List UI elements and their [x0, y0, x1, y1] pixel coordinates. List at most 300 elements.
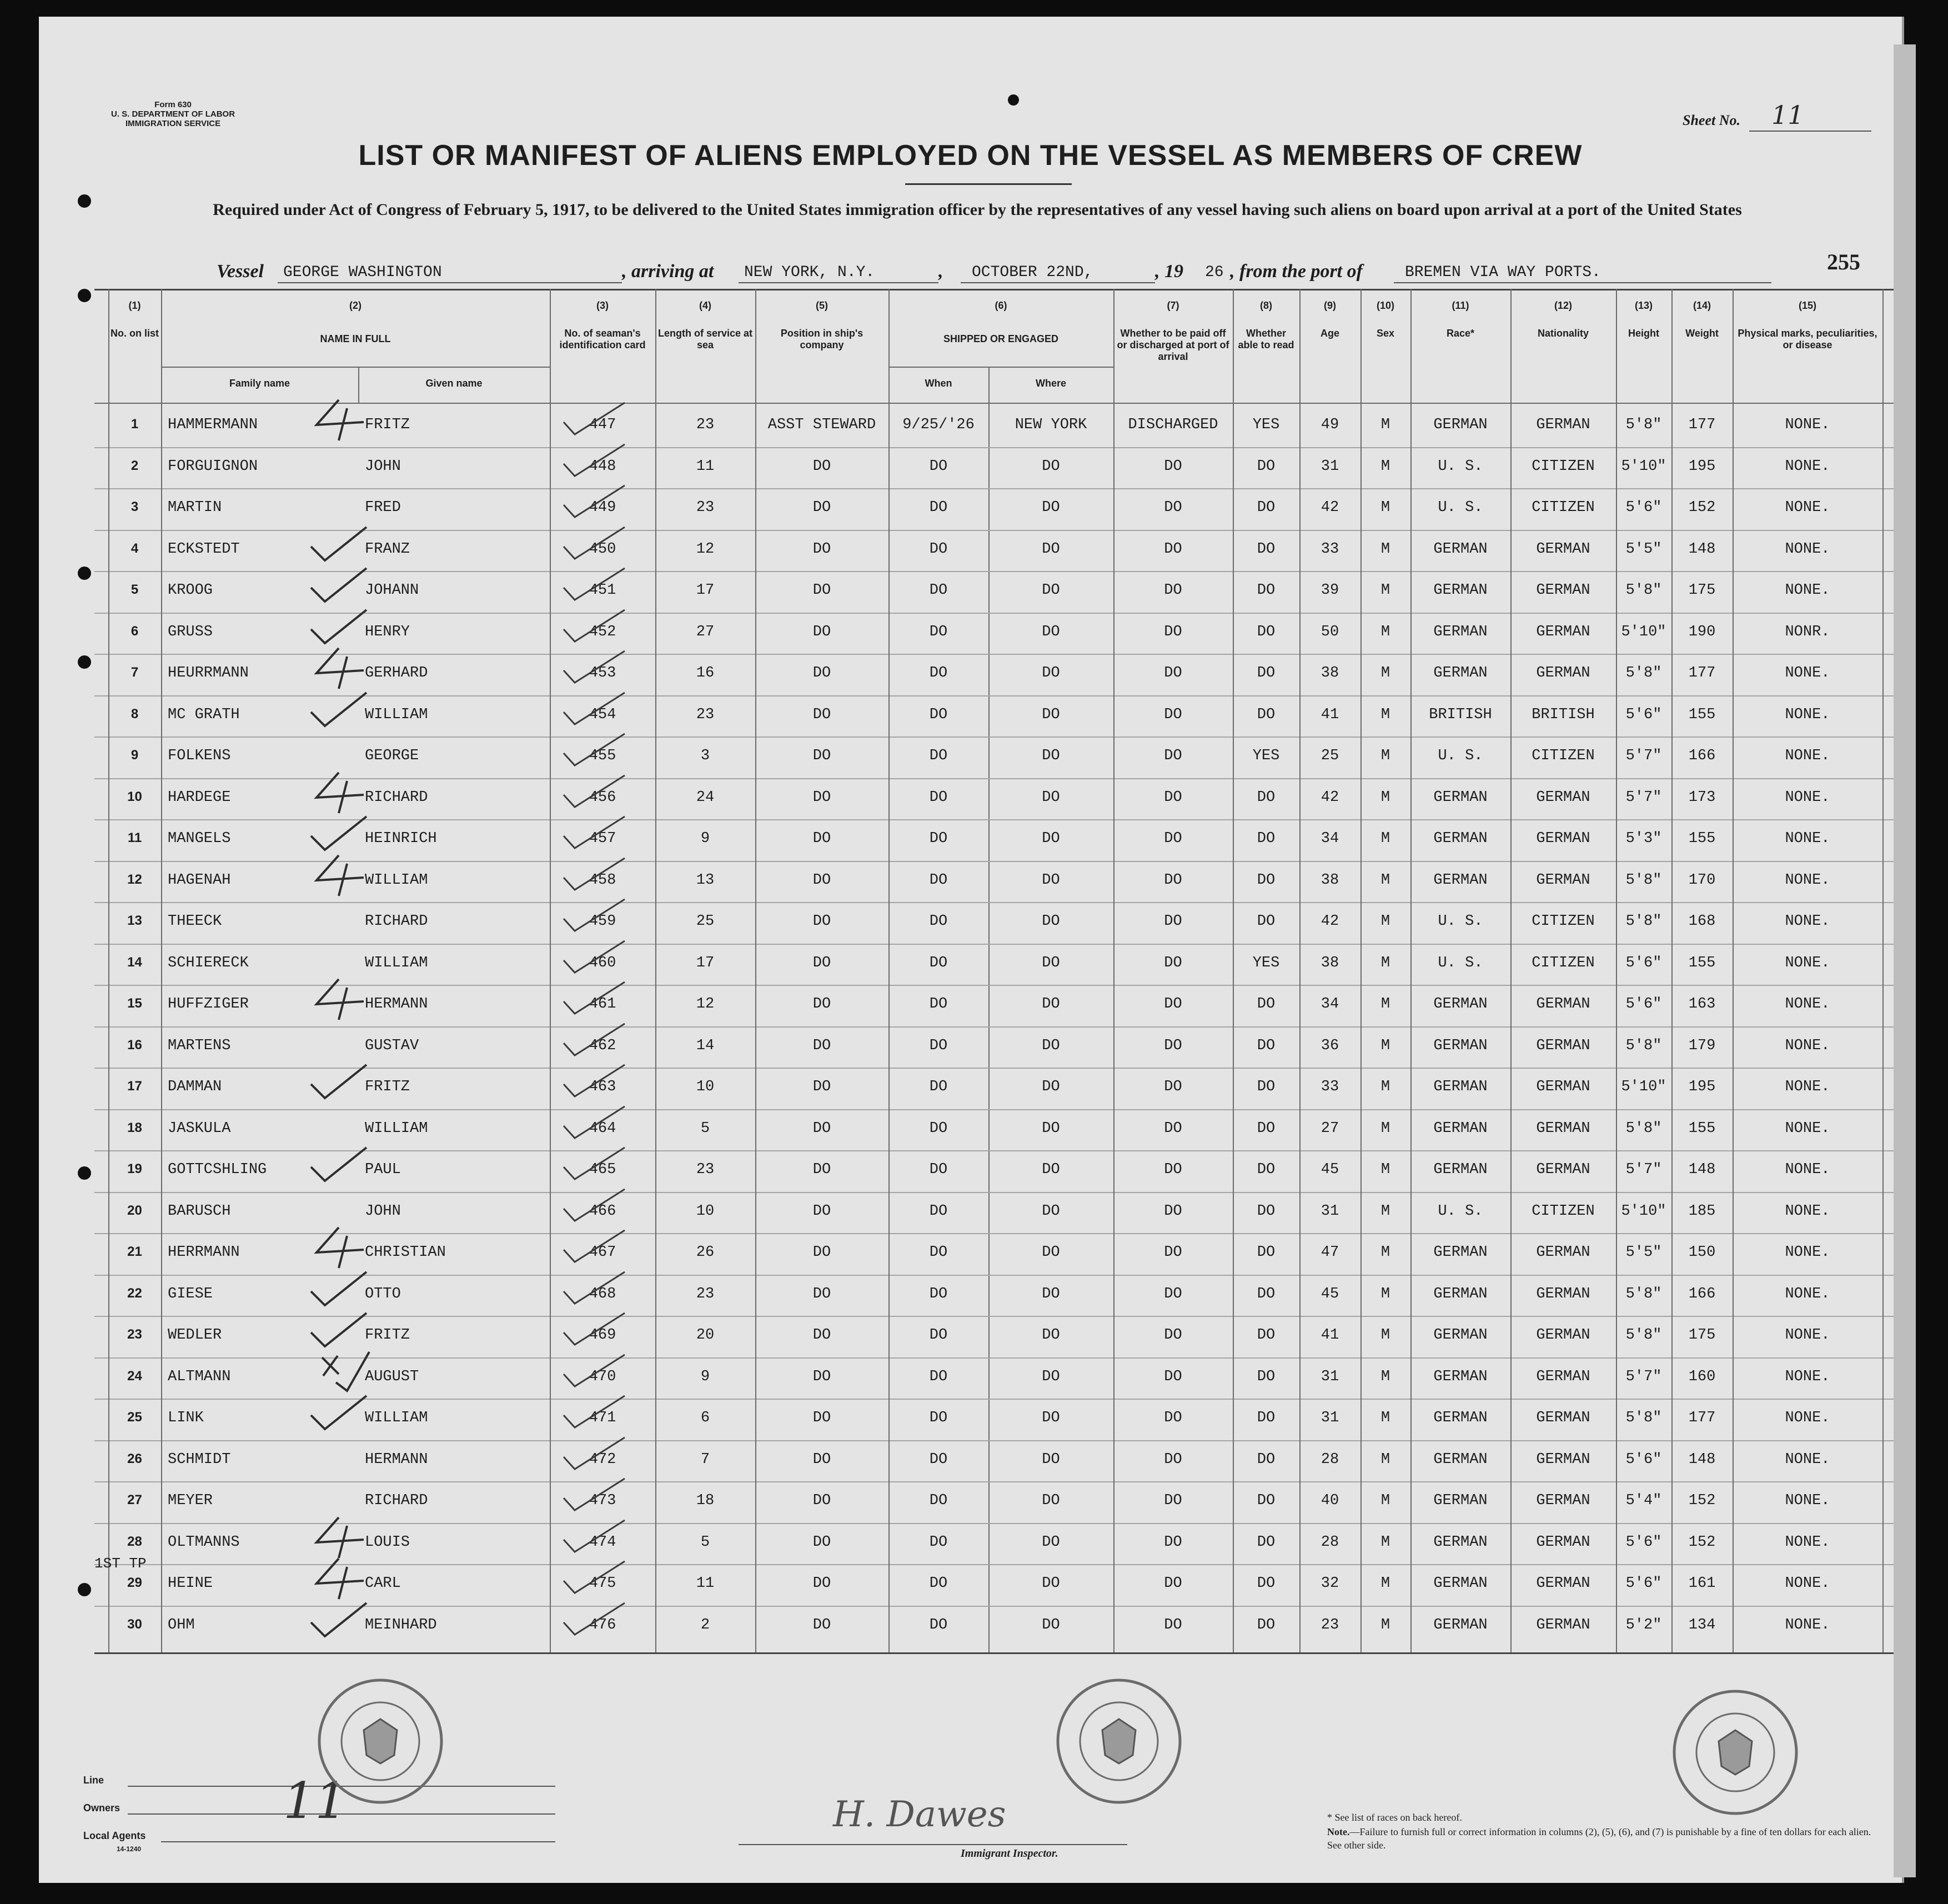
col-number-c2: (2) — [349, 300, 362, 311]
cell-nationality: GERMAN — [1536, 540, 1590, 558]
consulate-seal-2 — [1050, 1672, 1188, 1811]
cell-height: 5'7" — [1625, 748, 1662, 764]
cell-service: 27 — [696, 623, 715, 640]
cell-weight: 152 — [1688, 499, 1716, 516]
cell-age: 42 — [1321, 499, 1339, 516]
cell-sex: M — [1380, 913, 1390, 930]
cell-service: 24 — [696, 789, 715, 806]
cell-race: GERMAN — [1433, 1575, 1488, 1592]
cell-sex: M — [1380, 1451, 1390, 1468]
cell-no: 5 — [130, 582, 139, 597]
stamped-page-number: 255 — [1827, 249, 1860, 274]
cell-weight: 148 — [1688, 1451, 1716, 1468]
cell-given: HENRY — [365, 623, 410, 640]
inspector-rule — [739, 1844, 1127, 1845]
from-port-label: , from the port of — [1230, 261, 1363, 282]
cell-race: GERMAN — [1433, 1534, 1488, 1551]
cell-no: 16 — [127, 1037, 142, 1053]
cell-family: HEINE — [168, 1575, 213, 1592]
col-number-c10: (10) — [1376, 300, 1394, 311]
cell-position: DO — [812, 1161, 831, 1178]
cell-age: 42 — [1321, 789, 1339, 806]
cell-sex: M — [1380, 871, 1390, 889]
cell-given: WILLIAM — [365, 1120, 428, 1137]
cell-paid: DO — [1164, 665, 1182, 682]
cell-no: 4 — [130, 540, 139, 556]
cell-when: DO — [929, 996, 948, 1013]
check-mark-icon — [561, 607, 627, 649]
check-mark-icon — [561, 400, 627, 442]
cell-sex: M — [1380, 665, 1390, 682]
col-header-c12: Nationality — [1537, 328, 1589, 339]
cell-height: 5'8" — [1625, 665, 1662, 682]
cell-position: DO — [812, 1368, 831, 1385]
row-rule — [94, 944, 1905, 945]
cell-when: DO — [929, 1244, 948, 1261]
check-mark-icon — [561, 773, 627, 814]
handwritten-check-icon — [305, 522, 372, 569]
row-rule — [94, 1109, 1905, 1110]
page-subtitle: Required under Act of Congress of February 5, 1917, to be delivered to the United States immigration officer by the representatives of any vessel having such aliens on board upon arrival at a port of the United States — [213, 201, 1742, 219]
cell-service: 10 — [696, 1079, 715, 1095]
cell-card: 474 — [589, 1534, 616, 1551]
cell-no: 26 — [127, 1451, 142, 1466]
cell-read: DO — [1257, 1492, 1276, 1509]
cell-read: DO — [1257, 623, 1276, 640]
cell-given: OTTO — [365, 1285, 401, 1302]
cell-where: DO — [1042, 1368, 1060, 1385]
col-number-c13: (13) — [1634, 300, 1653, 311]
cell-when: DO — [929, 706, 948, 723]
check-mark-icon — [561, 1600, 627, 1642]
cell-marks: NONE. — [1785, 1120, 1830, 1137]
cell-sex: M — [1380, 1202, 1390, 1220]
cell-age: 49 — [1321, 417, 1339, 433]
inspector-label: Immigrant Inspector. — [961, 1847, 1058, 1860]
cell-service: 13 — [696, 871, 715, 889]
cell-read: DO — [1257, 996, 1276, 1013]
cell-read: DO — [1257, 830, 1276, 847]
year-label: , 19 — [1155, 261, 1183, 282]
cell-nationality: GERMAN — [1536, 1285, 1590, 1302]
cell-given: CHRISTIAN — [365, 1244, 446, 1261]
cell-paid: DO — [1164, 458, 1182, 475]
check-mark-icon — [561, 1559, 627, 1600]
cell-family: HAMMERMANN — [168, 417, 258, 433]
cell-where: DO — [1042, 1079, 1060, 1095]
cell-family: MARTENS — [168, 1037, 231, 1054]
cell-marks: NONE. — [1785, 1410, 1830, 1426]
cell-sex: M — [1380, 1244, 1390, 1261]
cell-paid: DO — [1164, 1368, 1182, 1385]
cell-family: HAGENAH — [168, 871, 231, 889]
cell-given: HERMANN — [365, 996, 428, 1013]
cell-weight: 161 — [1688, 1575, 1716, 1592]
cell-paid: DO — [1164, 1451, 1182, 1468]
cell-marks: NONE. — [1785, 665, 1830, 682]
note-text: —Failure to furnish full or correct information in columns (2), (5), (6), and (7) is punishable by a fine of ten dollars for each alien. See other side. — [1327, 1826, 1871, 1851]
cell-race: GERMAN — [1433, 996, 1488, 1013]
cell-race: BRITISH — [1429, 706, 1492, 723]
cell-no: 17 — [127, 1079, 142, 1094]
cell-nationality: CITIZEN — [1532, 954, 1595, 971]
col-number-c6: (6) — [995, 300, 1007, 311]
cell-height: 5'6" — [1625, 1534, 1662, 1551]
cell-service: 10 — [696, 1202, 715, 1220]
cell-when: DO — [929, 582, 948, 599]
note-label: Note. — [1327, 1826, 1350, 1837]
cell-position: DO — [812, 954, 831, 971]
cell-paid: DO — [1164, 789, 1182, 806]
cell-card: 476 — [589, 1616, 616, 1634]
cell-read: YES — [1252, 417, 1280, 433]
cell-sex: M — [1380, 540, 1390, 558]
handwritten-check-icon — [305, 687, 372, 734]
form-code: 14-1240 — [117, 1845, 142, 1853]
cell-height: 5'8" — [1625, 1410, 1662, 1426]
cell-paid: DO — [1164, 871, 1182, 889]
cell-given: CARL — [365, 1575, 401, 1592]
cell-age: 25 — [1321, 748, 1339, 764]
cell-when: DO — [929, 748, 948, 764]
cell-height: 5'10" — [1621, 1202, 1666, 1220]
cell-weight: 155 — [1688, 1120, 1716, 1137]
cell-where: DO — [1042, 1575, 1060, 1592]
cell-age: 31 — [1321, 458, 1339, 475]
cell-when: DO — [929, 913, 948, 930]
margin-note: 1ST TP — [94, 1555, 147, 1572]
cell-position: DO — [812, 1285, 831, 1302]
cell-family: WEDLER — [168, 1327, 222, 1344]
cell-age: 27 — [1321, 1120, 1339, 1137]
row-rule — [94, 488, 1905, 489]
handwritten-four-icon — [305, 645, 372, 693]
cell-card: 449 — [589, 499, 616, 516]
cell-paid: DO — [1164, 499, 1182, 516]
cell-marks: NONE. — [1785, 1285, 1830, 1302]
row-rule — [94, 1440, 1905, 1441]
cell-age: 33 — [1321, 1079, 1339, 1095]
cell-card: 452 — [589, 623, 616, 640]
cell-height: 5'3" — [1625, 830, 1662, 847]
cell-family: BARUSCH — [168, 1202, 231, 1220]
col-number-c15: (15) — [1798, 300, 1816, 311]
cell-when: DO — [929, 1575, 948, 1592]
cell-marks: NONE. — [1785, 1368, 1830, 1385]
cell-sex: M — [1380, 1161, 1390, 1178]
col-number-c3: (3) — [596, 300, 609, 311]
cell-no: 11 — [127, 830, 142, 845]
cell-given: WILLIAM — [365, 954, 428, 971]
cell-nationality: GERMAN — [1536, 830, 1590, 847]
col-header-c1: No. on list — [111, 328, 159, 339]
col-header-c9: Age — [1320, 328, 1339, 339]
cell-paid: DO — [1164, 913, 1182, 930]
cell-no: 14 — [127, 954, 142, 970]
col-header-c10: Sex — [1376, 328, 1395, 339]
col-number-c9: (9) — [1324, 300, 1336, 311]
handwritten-four-icon — [305, 853, 372, 900]
cell-nationality: GERMAN — [1536, 1244, 1590, 1261]
cell-marks: NONE. — [1785, 1327, 1830, 1344]
cell-no: 28 — [127, 1534, 142, 1549]
check-mark-icon — [561, 1393, 627, 1435]
cell-paid: DO — [1164, 582, 1182, 599]
col-header-c8: Whether able to read — [1238, 328, 1294, 350]
cell-when: DO — [929, 1327, 948, 1344]
cell-when: DO — [929, 1202, 948, 1220]
consulate-seal-1 — [311, 1672, 450, 1811]
handwritten-check-icon — [305, 1266, 372, 1314]
cell-when: DO — [929, 1534, 948, 1551]
cell-age: 39 — [1321, 582, 1339, 599]
handwritten-four-icon — [305, 1225, 372, 1272]
cell-weight: 163 — [1688, 996, 1716, 1013]
col-header-c14: Weight — [1685, 328, 1719, 339]
cell-when: DO — [929, 1037, 948, 1054]
cell-race: GERMAN — [1433, 582, 1488, 599]
cell-marks: NONE. — [1785, 499, 1830, 516]
col-header-where: Where — [1035, 378, 1066, 389]
cell-service: 3 — [700, 748, 710, 764]
cell-no: 1 — [130, 417, 139, 432]
cell-where: DO — [1042, 706, 1060, 723]
sheet-number-label: Sheet No. — [1683, 112, 1740, 128]
cell-position: DO — [812, 1327, 831, 1344]
column-rule — [161, 289, 162, 1652]
cell-height: 5'6" — [1625, 954, 1662, 971]
cell-age: 42 — [1321, 913, 1339, 930]
form-department: U. S. DEPARTMENT OF LABOR — [111, 109, 235, 119]
cell-race: GERMAN — [1433, 1368, 1488, 1385]
cell-when: DO — [929, 458, 948, 475]
cell-read: DO — [1257, 871, 1276, 889]
cell-no: 21 — [127, 1244, 142, 1259]
cell-race: U. S. — [1438, 1202, 1483, 1220]
cell-where: DO — [1042, 1451, 1060, 1468]
cell-marks: NONE. — [1785, 706, 1830, 723]
cell-family: SCHIERECK — [168, 954, 249, 971]
cell-race: GERMAN — [1433, 1410, 1488, 1426]
column-rule — [108, 289, 109, 1652]
cell-race: GERMAN — [1433, 1079, 1488, 1095]
cell-no: 24 — [127, 1368, 142, 1384]
handwritten-sheet-mark: 11 — [283, 1772, 347, 1830]
cell-weight: 195 — [1688, 458, 1716, 475]
comma: , — [938, 261, 943, 282]
cell-race: U. S. — [1438, 913, 1483, 930]
cell-family: JASKULA — [168, 1120, 231, 1137]
handwritten-check-icon — [305, 604, 372, 652]
cell-when: DO — [929, 1079, 948, 1095]
cell-weight: 134 — [1688, 1616, 1716, 1634]
row-rule — [94, 902, 1905, 903]
cell-service: 5 — [700, 1534, 710, 1551]
cell-service: 9 — [700, 1368, 710, 1385]
date-rule — [961, 282, 1155, 283]
cell-age: 41 — [1321, 1327, 1339, 1344]
cell-no: 30 — [127, 1616, 142, 1632]
cell-marks: NONE. — [1785, 954, 1830, 971]
cell-race: GERMAN — [1433, 871, 1488, 889]
cell-height: 5'8" — [1625, 1037, 1662, 1054]
title-underline — [905, 183, 1072, 185]
check-mark-icon — [561, 938, 627, 980]
cell-card: 450 — [589, 540, 616, 558]
cell-service: 6 — [700, 1410, 710, 1426]
cell-given: RICHARD — [365, 1492, 428, 1509]
cell-height: 5'10" — [1621, 623, 1666, 640]
cell-card: 448 — [589, 458, 616, 475]
cell-nationality: GERMAN — [1536, 1161, 1590, 1178]
cell-service: 5 — [700, 1120, 710, 1137]
cell-service: 12 — [696, 996, 715, 1013]
cell-read: DO — [1257, 1161, 1276, 1178]
cell-read: DO — [1257, 1285, 1276, 1302]
cell-age: 31 — [1321, 1368, 1339, 1385]
cell-race: GERMAN — [1433, 1120, 1488, 1137]
col-number-c12: (12) — [1554, 300, 1572, 311]
cell-race: U. S. — [1438, 954, 1483, 971]
cell-family: LINK — [168, 1410, 204, 1426]
cell-read: DO — [1257, 1079, 1276, 1095]
cell-nationality: GERMAN — [1536, 1120, 1590, 1137]
binder-hole — [1008, 94, 1019, 106]
col-header-c5: Position in ship's company — [780, 328, 863, 350]
cell-read: DO — [1257, 665, 1276, 682]
cell-service: 23 — [696, 499, 715, 516]
page-title: LIST OR MANIFEST OF ALIENS EMPLOYED ON THE VESSEL AS MEMBERS OF CREW — [358, 139, 1583, 172]
col-number-c11: (11) — [1452, 300, 1469, 311]
cell-read: DO — [1257, 1410, 1276, 1426]
cell-where: DO — [1042, 1327, 1060, 1344]
cell-weight: 175 — [1688, 1327, 1716, 1344]
cell-paid: DO — [1164, 1575, 1182, 1592]
cell-weight: 168 — [1688, 913, 1716, 930]
cell-marks: NONE. — [1785, 1534, 1830, 1551]
cell-marks: NONE. — [1785, 582, 1830, 599]
check-mark-icon — [561, 648, 627, 690]
cell-sex: M — [1380, 1368, 1390, 1385]
cell-sex: M — [1380, 1492, 1390, 1509]
col-header-c4: Length of service at sea — [657, 328, 753, 350]
cell-no: 13 — [127, 913, 142, 928]
col-header-c6: SHIPPED OR ENGAGED — [943, 333, 1059, 344]
cell-where: DO — [1042, 830, 1060, 847]
vessel-label: Vessel — [217, 261, 264, 282]
row-rule — [94, 447, 1905, 448]
cell-family: MEYER — [168, 1492, 213, 1509]
cell-nationality: CITIZEN — [1532, 1202, 1595, 1220]
cell-position: DO — [812, 623, 831, 640]
cell-marks: NONE. — [1785, 1244, 1830, 1261]
cell-family: FORGUIGNON — [168, 458, 258, 475]
cell-weight: 179 — [1688, 1037, 1716, 1054]
cell-read: DO — [1257, 706, 1276, 723]
cell-read: DO — [1257, 1534, 1276, 1551]
cell-nationality: GERMAN — [1536, 1575, 1590, 1592]
col-header-family-name: Family name — [229, 378, 290, 389]
cell-card: 469 — [589, 1327, 616, 1344]
cell-read: DO — [1257, 913, 1276, 930]
cell-given: GERHARD — [365, 665, 428, 682]
cell-read: YES — [1252, 954, 1280, 971]
cell-age: 31 — [1321, 1410, 1339, 1426]
cell-marks: NONE. — [1785, 1575, 1830, 1592]
cell-nationality: GERMAN — [1536, 1079, 1590, 1095]
cell-marks: NONE. — [1785, 417, 1830, 433]
cell-age: 45 — [1321, 1161, 1339, 1178]
cell-position: DO — [812, 913, 831, 930]
col-number-c1: (1) — [128, 300, 141, 311]
port-rule — [1394, 282, 1771, 283]
handwritten-four-icon — [305, 770, 372, 817]
cell-height: 5'6" — [1625, 1451, 1662, 1468]
cell-marks: NONE. — [1785, 748, 1830, 764]
cell-where: DO — [1042, 996, 1060, 1013]
cell-when: DO — [929, 830, 948, 847]
cell-nationality: GERMAN — [1536, 996, 1590, 1013]
cell-when: DO — [929, 1120, 948, 1137]
cell-no: 6 — [130, 623, 139, 639]
cell-race: GERMAN — [1433, 1161, 1488, 1178]
cell-family: DAMMAN — [168, 1079, 222, 1095]
form-service: IMMIGRATION SERVICE — [125, 119, 221, 128]
cell-where: NEW YORK — [1015, 417, 1087, 433]
form-number: Form 630 — [154, 100, 192, 109]
cell-height: 5'6" — [1625, 499, 1662, 516]
check-mark-icon — [561, 1186, 627, 1228]
cell-no: 25 — [127, 1410, 142, 1425]
cell-sex: M — [1380, 954, 1390, 971]
cell-paid: DO — [1164, 623, 1182, 640]
cell-age: 38 — [1321, 665, 1339, 682]
cell-marks: NONE. — [1785, 1037, 1830, 1054]
cell-age: 34 — [1321, 830, 1339, 847]
handwritten-check-icon — [305, 1390, 372, 1437]
cell-card: 470 — [589, 1368, 616, 1385]
cell-weight: 155 — [1688, 706, 1716, 723]
cell-given: PAUL — [365, 1161, 401, 1178]
cell-nationality: GERMAN — [1536, 623, 1590, 640]
cell-race: GERMAN — [1433, 1244, 1488, 1261]
cell-position: DO — [812, 871, 831, 889]
cell-service: 9 — [700, 830, 710, 847]
cell-service: 23 — [696, 1161, 715, 1178]
cell-paid: DO — [1164, 1327, 1182, 1344]
col-header-c3: No. of seaman's identification card — [559, 328, 646, 350]
cell-race: GERMAN — [1433, 1492, 1488, 1509]
cell-read: DO — [1257, 1202, 1276, 1220]
cell-position: DO — [812, 1575, 831, 1592]
cell-paid: DO — [1164, 748, 1182, 764]
cell-height: 5'5" — [1625, 540, 1662, 558]
check-mark-icon — [561, 1104, 627, 1145]
handwritten-check-icon — [305, 1142, 372, 1189]
cell-service: 17 — [696, 582, 715, 599]
cell-card: 463 — [589, 1079, 616, 1095]
cell-read: DO — [1257, 1120, 1276, 1137]
cell-nationality: GERMAN — [1536, 871, 1590, 889]
cell-when: DO — [929, 789, 948, 806]
cell-family: GOTTCSHLING — [168, 1161, 267, 1178]
cell-weight: 166 — [1688, 1285, 1716, 1302]
cell-card: 468 — [589, 1285, 616, 1302]
cell-family: KROOG — [168, 582, 213, 599]
table-top-rule — [94, 289, 1905, 290]
cell-height: 5'8" — [1625, 582, 1662, 599]
cell-where: DO — [1042, 499, 1060, 516]
